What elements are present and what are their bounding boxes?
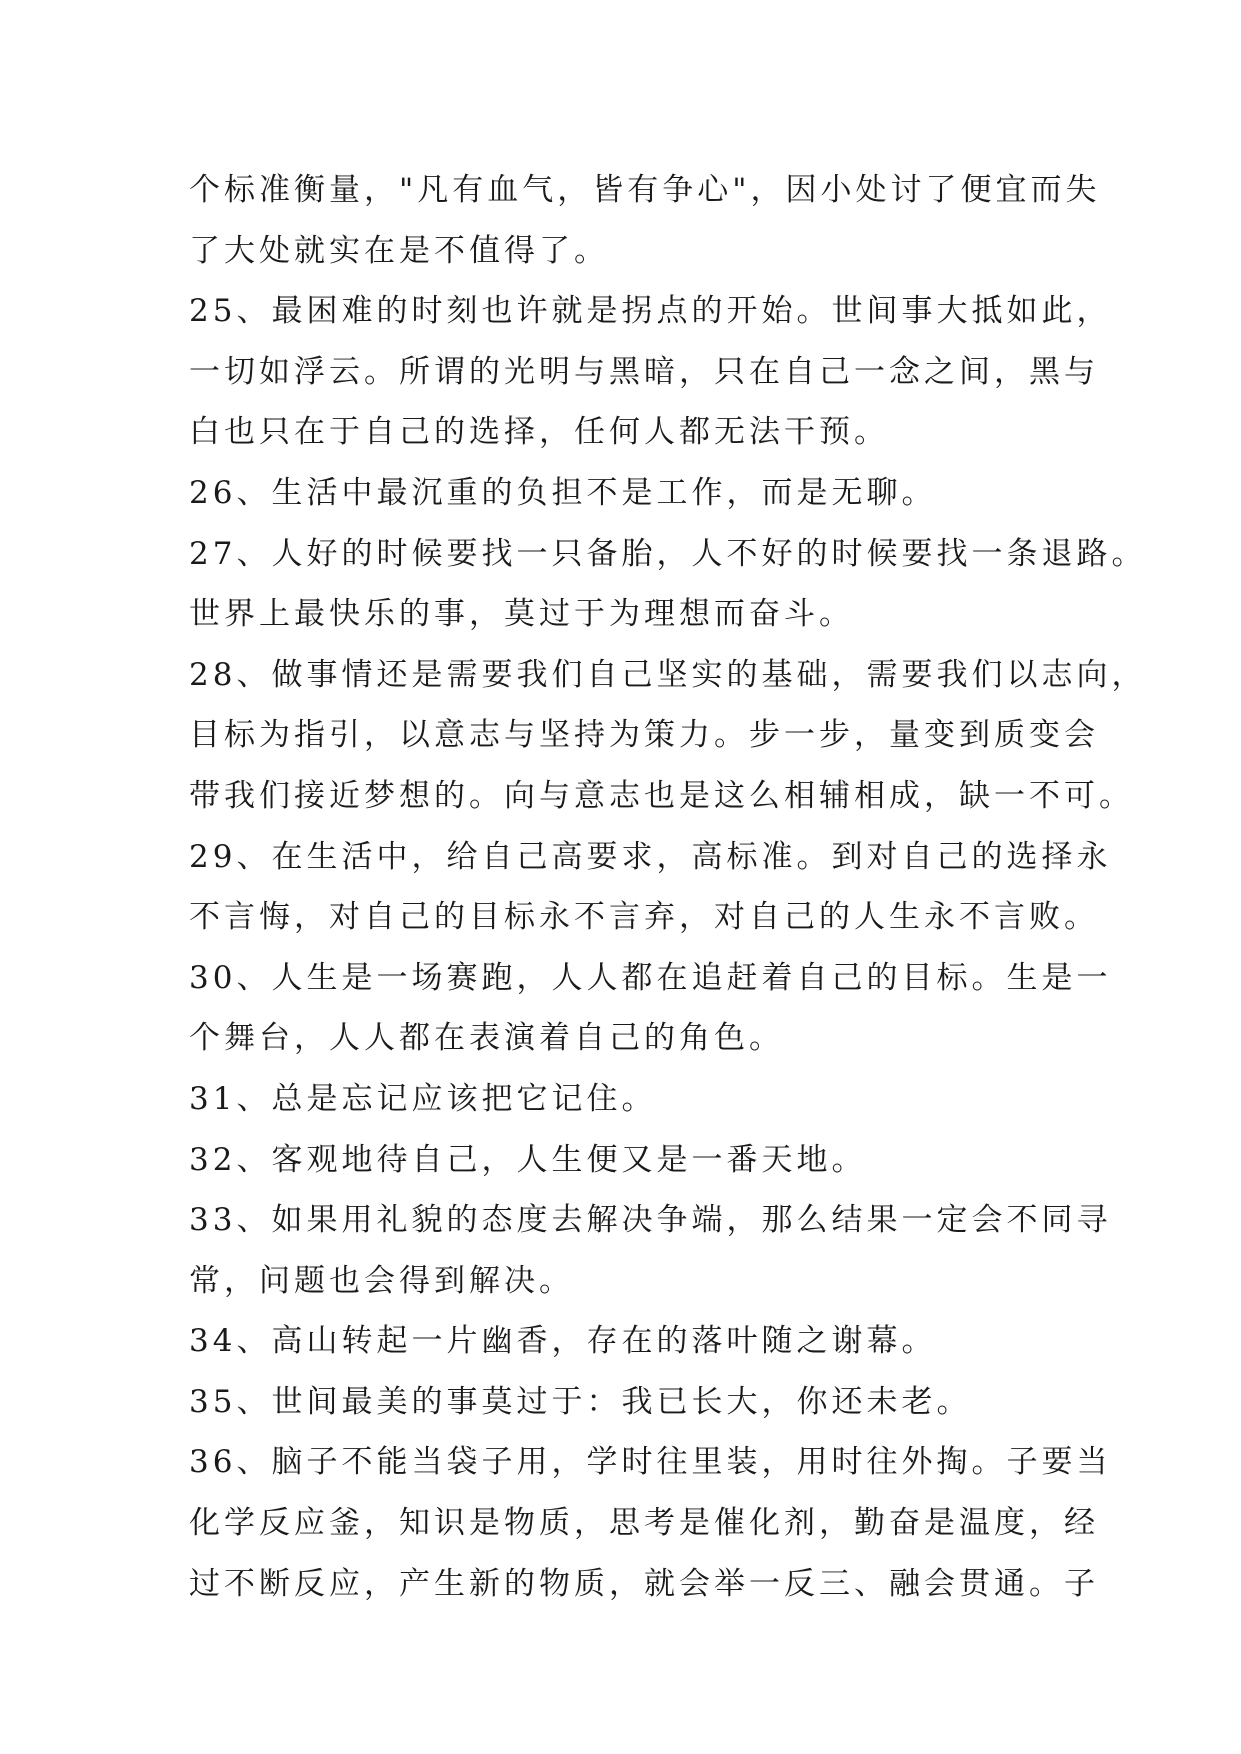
text-line: 一切如浮云。所谓的光明与黑暗，只在自己一念之间，黑与	[189, 353, 1099, 390]
body-text	[189, 160, 1147, 1614]
text-line: 34、高山转起一片幽香，存在的落叶随之谢幕。	[189, 1323, 937, 1360]
text-line: 30、人生是一场赛跑，人人都在追赶着自己的目标。生是一	[189, 959, 1112, 996]
text-line: 26、生活中最沉重的负担不是工作，而是无聊。	[189, 474, 937, 511]
text-line: 目标为指引，以意志与坚持为策力。步一步，量变到质变会	[189, 717, 1099, 754]
text-line: 个舞台，人人都在表演着自己的角色。	[189, 1020, 784, 1057]
text-line: 白也只在于自己的选择，任何人都无法干预。	[189, 414, 889, 451]
text-line: 31、总是忘记应该把它记住。	[189, 1080, 657, 1117]
text-line: 过不断反应，产生新的物质，就会举一反三、融会贯通。子	[189, 1565, 1099, 1602]
text-line: 33、如果用礼貌的态度去解决争端，那么结果一定会不同寻	[189, 1202, 1112, 1239]
text-line: 个标准衡量，"凡有血气，皆有争心"，因小处讨了便宜而失	[189, 172, 1101, 208]
text-line: 常，问题也会得到解决。	[189, 1262, 574, 1299]
text-line: 28、做事情还是需要我们自己坚实的基础，需要我们以志向，	[189, 656, 1147, 693]
text-line: 29、在生活中，给自己高要求，高标准。到对自己的选择永	[189, 838, 1112, 875]
text-line: 25、最困难的时刻也许就是拐点的开始。世间事大抵如此，	[189, 293, 1112, 330]
text-line: 36、脑子不能当袋子用，学时往里装，用时往外掏。子要当	[189, 1444, 1112, 1481]
text-line: 32、客观地待自己，人生便又是一番天地。	[189, 1141, 867, 1178]
text-line: 化学反应釜，知识是物质，思考是催化剂，勤奋是温度，经	[189, 1505, 1099, 1542]
text-line: 带我们接近梦想的。向与意志也是这么相辅相成，缺一不可。	[189, 777, 1134, 814]
text-line: 世界上最快乐的事，莫过于为理想而奋斗。	[189, 596, 854, 633]
text-line: 了大处就实在是不值得了。	[189, 232, 609, 269]
text-line: 35、世间最美的事莫过于：我已长大，你还未老。	[189, 1383, 972, 1420]
text-line: 27、人好的时候要找一只备胎，人不好的时候要找一条退路。	[189, 535, 1147, 572]
text-line: 不言悔，对自己的目标永不言弃，对自己的人生永不言败。	[189, 899, 1099, 936]
